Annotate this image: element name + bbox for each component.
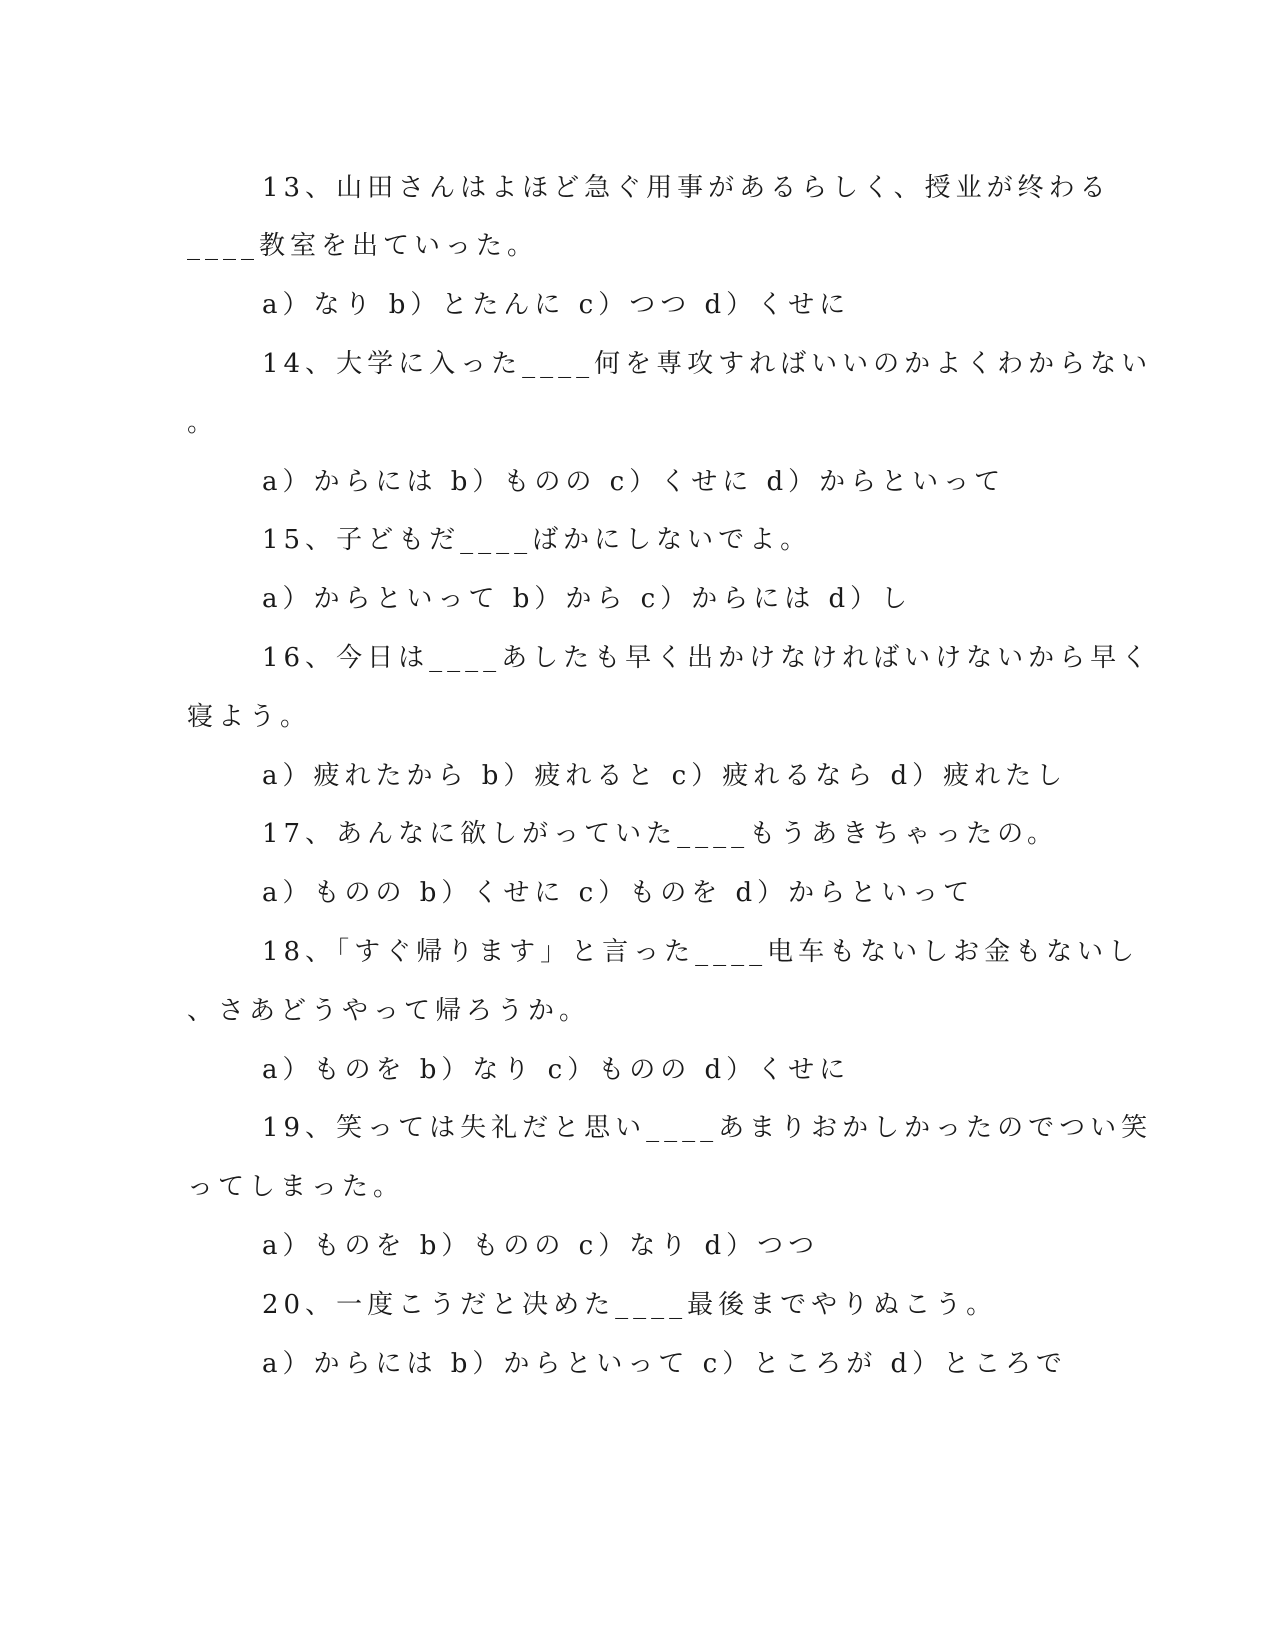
question-19-options: a）ものを b）ものの c）なり d）つつ — [262, 1231, 820, 1261]
question-15-line-1: 15、子どもだ____ばかにしないでよ。 — [262, 525, 812, 555]
question-14-options: a）からには b）ものの c）くせに d）からといって — [262, 467, 1006, 497]
question-18-line-1: 18、「すぐ帰ります」と言った____电车もないしお金もないし — [262, 937, 1140, 967]
question-16-line-2: 寝よう。 — [187, 702, 312, 732]
question-20-line-1: 20、一度こうだと决めた____最後までやりぬこう。 — [262, 1290, 998, 1320]
question-18-options: a）ものを b）なり c）ものの d）くせに — [262, 1055, 851, 1085]
question-13-options: a）なり b）とたんに c）つつ d）くせに — [262, 290, 851, 320]
question-17-line-1: 17、あんなに欲しがっていた____もうあきちゃったの。 — [262, 819, 1059, 849]
question-19-line-2: ってしまった。 — [187, 1172, 405, 1202]
question-16-line-1: 16、今日は____あしたも早く出かけなければいけないから早く — [262, 643, 1153, 673]
question-18-line-2: 、さあどうやって帰ろうか。 — [187, 996, 591, 1026]
question-13-line-2: ____教室を出ていった。 — [187, 231, 539, 261]
question-20-options: a）からには b）からといって c）ところが d）ところで — [262, 1349, 1067, 1379]
question-13-line-1: 13、山田さんはよほど急ぐ用事があるらしく、授业が终わる — [262, 173, 1111, 203]
question-14-line-2: 。 — [187, 408, 219, 438]
question-16-options: a）疲れたから b）疲れると c）疲れるなら d）疲れたし — [262, 761, 1068, 791]
question-19-line-1: 19、笑っては失礼だと思い____あまりおかしかったのでつい笑 — [262, 1113, 1153, 1143]
question-14-line-1: 14、大学に入った____何を専攻すればいいのかよくわからない — [262, 349, 1153, 379]
question-17-options: a）ものの b）くせに c）ものを d）からといって — [262, 878, 975, 908]
question-15-options: a）からといって b）から c）からには d）し — [262, 584, 913, 614]
